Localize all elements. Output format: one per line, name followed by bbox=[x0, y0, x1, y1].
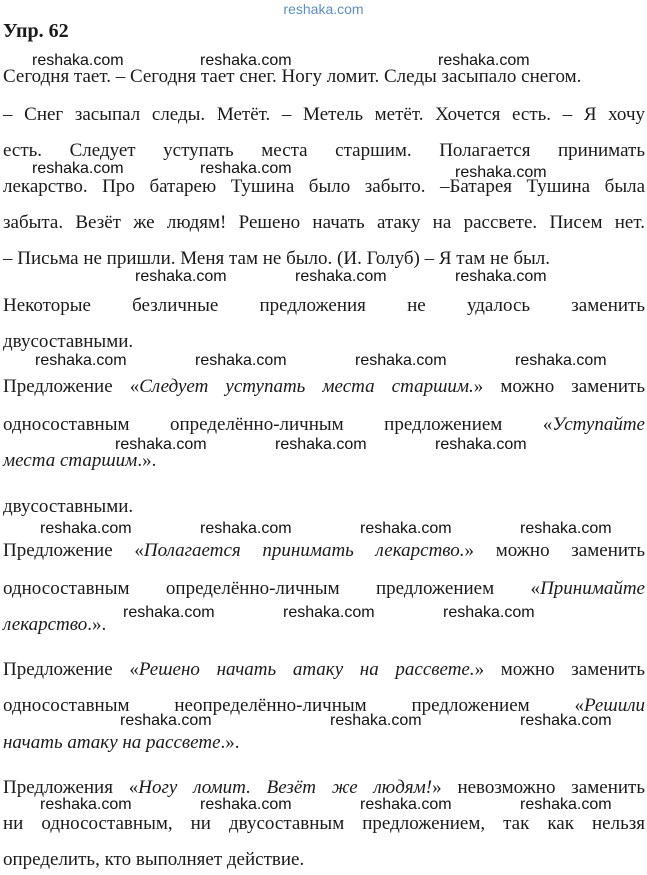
answer-text-line bbox=[3, 450, 645, 472]
answer-text-line bbox=[3, 777, 645, 799]
answer-text-line: двусоставными. bbox=[3, 496, 134, 517]
watermark: reshaka.com bbox=[40, 520, 132, 537]
plain-text: Предложения « bbox=[3, 777, 139, 798]
watermark: reshaka.com bbox=[195, 352, 287, 369]
answer-text-line: ни односоставным, ни двусоставным предложением, так как нельзя bbox=[3, 813, 645, 834]
plain-text: .». bbox=[137, 450, 157, 471]
answer-text-line bbox=[3, 659, 645, 681]
plain-text: Предложение « bbox=[3, 659, 139, 680]
watermark: reshaka.com bbox=[200, 520, 292, 537]
watermark: reshaka.com bbox=[295, 268, 387, 285]
plain-text: » можно заменить bbox=[464, 540, 645, 561]
example-sentence: Ногу ломит. Везёт же людям! bbox=[138, 777, 433, 798]
watermark: reshaka.com bbox=[435, 436, 527, 453]
plain-text: односоставным определённо-личным предложением « bbox=[3, 578, 541, 599]
watermark: reshaka.com bbox=[520, 796, 612, 813]
watermark: reshaka.com bbox=[455, 164, 547, 181]
plain-text: .». bbox=[87, 614, 107, 635]
answer-text-line bbox=[3, 695, 645, 717]
watermark: reshaka.com bbox=[32, 52, 124, 69]
example-sentence: начать атаку на рассвете bbox=[3, 732, 221, 753]
answer-text-line bbox=[3, 614, 645, 636]
watermark: reshaka.com bbox=[520, 712, 612, 729]
example-sentence: Принимайте bbox=[540, 578, 645, 599]
plain-text: .». bbox=[220, 732, 240, 753]
watermark: reshaka.com bbox=[438, 52, 530, 69]
plain-text: односоставным неопределённо-личным предложением « bbox=[3, 695, 585, 716]
answer-text-line: Сегодня тает. – Сегодня тает снег. Ногу ломит. Следы засыпало снегом. bbox=[3, 66, 582, 87]
answer-text-line bbox=[3, 376, 645, 398]
watermark: reshaka.com bbox=[200, 52, 292, 69]
answer-text-line: двусоставными. bbox=[3, 331, 134, 352]
watermark: reshaka.com bbox=[283, 604, 375, 621]
watermark: reshaka.com bbox=[360, 520, 452, 537]
answer-text-line: Некоторые безличные предложения не удалось заменить bbox=[3, 295, 645, 316]
watermark: reshaka.com bbox=[455, 268, 547, 285]
watermark: reshaka.com bbox=[120, 712, 212, 729]
plain-text: Предложение « bbox=[3, 376, 140, 397]
plain-text: » невозможно заменить bbox=[432, 777, 645, 798]
example-sentence: Решили bbox=[584, 695, 645, 716]
example-sentence: места старшим bbox=[3, 450, 138, 471]
site-watermark-top: reshaka.com bbox=[283, 1, 364, 17]
example-sentence: Полагается принимать лекарство. bbox=[143, 540, 465, 561]
watermark: reshaka.com bbox=[123, 604, 215, 621]
watermark: reshaka.com bbox=[32, 160, 124, 177]
answer-text-line: – Снег засыпал следы. Метёт. – Метель метёт. Хочется есть. – Я хочу bbox=[3, 104, 645, 125]
answer-text-line: – Письма не пришли. Меня там не было. (И. Голуб) – Я там не был. bbox=[3, 248, 551, 269]
example-sentence: лекарство bbox=[3, 614, 88, 635]
example-sentence: Решено начать атаку на рассвете. bbox=[138, 659, 475, 680]
watermark: reshaka.com bbox=[115, 436, 207, 453]
plain-text: » можно заменить bbox=[473, 376, 645, 397]
example-sentence: Следует уступать места старшим. bbox=[139, 376, 474, 397]
watermark: reshaka.com bbox=[200, 796, 292, 813]
watermark: reshaka.com bbox=[355, 352, 447, 369]
answer-text-line bbox=[3, 732, 645, 754]
answer-text-line bbox=[3, 578, 645, 600]
watermark: reshaka.com bbox=[330, 712, 422, 729]
plain-text: Предложение « bbox=[3, 540, 144, 561]
answer-text-line: лекарство. Про батарею Тушина было забыто. –Батарея Тушина была bbox=[3, 176, 645, 197]
exercise-heading: Упр. 62 bbox=[3, 20, 69, 42]
answer-text-line: есть. Следует уступать места старшим. Полагается принимать bbox=[3, 140, 645, 161]
watermark: reshaka.com bbox=[515, 352, 607, 369]
example-sentence: Уступайте bbox=[552, 414, 645, 435]
watermark: reshaka.com bbox=[40, 796, 132, 813]
watermark: reshaka.com bbox=[35, 352, 127, 369]
watermark: reshaka.com bbox=[200, 160, 292, 177]
watermark: reshaka.com bbox=[135, 268, 227, 285]
plain-text: односоставным определённо-личным предложением « bbox=[3, 414, 553, 435]
watermark: reshaka.com bbox=[520, 520, 612, 537]
answer-text-line: забыта. Везёт же людям! Решено начать атаку на рассвете. Писем нет. bbox=[3, 212, 645, 233]
watermark: reshaka.com bbox=[360, 796, 452, 813]
plain-text: » можно заменить bbox=[474, 659, 646, 680]
answer-text-line: определить, кто выполняет действие. bbox=[3, 849, 305, 870]
answer-text-line bbox=[3, 540, 645, 562]
watermark: reshaka.com bbox=[443, 604, 535, 621]
watermark: reshaka.com bbox=[275, 436, 367, 453]
answer-text-line bbox=[3, 414, 645, 436]
